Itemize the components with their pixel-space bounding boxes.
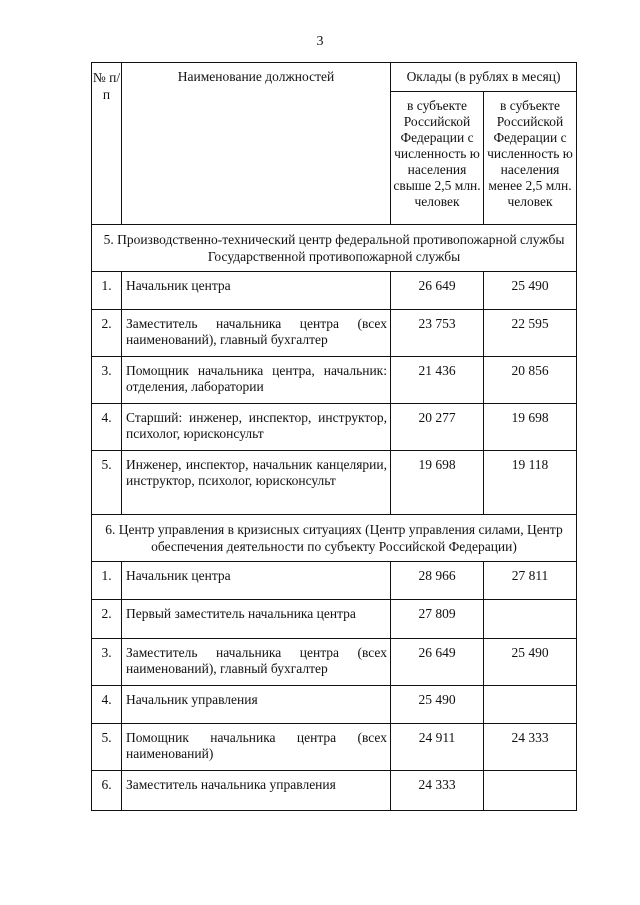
position-name: Инженер, инспектор, начальник канцелярии, инструктор, психолог, юрисконсульт [122, 451, 391, 515]
row-number: 5. [92, 451, 122, 515]
salary-under: 19 118 [484, 451, 577, 515]
section-row [92, 515, 577, 562]
row-number: 4. [92, 404, 122, 451]
table-row [92, 724, 577, 771]
row-number: 3. [92, 639, 122, 686]
row-number: 3. [92, 357, 122, 404]
section-row [92, 225, 577, 272]
position-name: Начальник центра [122, 562, 391, 600]
position-name: Помощник начальника центра (всех наименований) [122, 724, 391, 771]
salary-under [484, 600, 577, 639]
salary-over: 24 333 [391, 771, 484, 811]
section-title: 5. Производственно-технический центр федеральной противопожарной службы Государственной противопожарной службы [92, 225, 577, 272]
table-row [92, 771, 577, 811]
salary-table [91, 62, 577, 811]
salary-under: 24 333 [484, 724, 577, 771]
row-number: 1. [92, 272, 122, 310]
row-number: 5. [92, 724, 122, 771]
table-row [92, 310, 577, 357]
salary-over: 26 649 [391, 272, 484, 310]
position-name: Помощник начальника центра, начальник: отделения, лаборатории [122, 357, 391, 404]
salary-under: 25 490 [484, 272, 577, 310]
salary-under: 19 698 [484, 404, 577, 451]
salary-under: 25 490 [484, 639, 577, 686]
table-row [92, 639, 577, 686]
salary-over: 19 698 [391, 451, 484, 515]
salary-over: 20 277 [391, 404, 484, 451]
salary-over: 27 809 [391, 600, 484, 639]
table-row [92, 272, 577, 310]
row-number: 1. [92, 562, 122, 600]
position-name: Первый заместитель начальника центра [122, 600, 391, 639]
position-name: Заместитель начальника управления [122, 771, 391, 811]
salary-over: 25 490 [391, 686, 484, 724]
position-name: Начальник центра [122, 272, 391, 310]
row-number: 2. [92, 600, 122, 639]
row-number: 6. [92, 771, 122, 811]
table-row [92, 357, 577, 404]
salary-under: 20 856 [484, 357, 577, 404]
table-row [92, 451, 577, 515]
page-number: 3 [316, 34, 324, 49]
position-name: Начальник управления [122, 686, 391, 724]
row-number: 4. [92, 686, 122, 724]
position-name: Заместитель начальника центра (всех наименований), главный бухгалтер [122, 310, 391, 357]
salary-over: 21 436 [391, 357, 484, 404]
position-name: Заместитель начальника центра (всех наименований), главный бухгалтер [122, 639, 391, 686]
header-salary-over: в субъекте Российской Федерации с численность ю населения свыше 2,5 млн. человек [391, 92, 484, 225]
salary-over: 28 966 [391, 562, 484, 600]
table-row [92, 686, 577, 724]
salary-under [484, 686, 577, 724]
table-row [92, 600, 577, 639]
position-name: Старший: инженер, инспектор, инструктор, психолог, юрисконсульт [122, 404, 391, 451]
table-row [92, 562, 577, 600]
header-position-name: Наименование должностей [122, 63, 391, 225]
salary-under: 22 595 [484, 310, 577, 357]
table-row [92, 404, 577, 451]
section-title: 6. Центр управления в кризисных ситуациях (Центр управления силами, Центр обеспечения деятельности по субъекту Российской Федерации) [92, 515, 577, 562]
header-number: № п/п [92, 63, 122, 225]
salary-over: 26 649 [391, 639, 484, 686]
salary-over: 24 911 [391, 724, 484, 771]
salary-over: 23 753 [391, 310, 484, 357]
header-salary-under: в субъекте Российской Федерации с численность ю населения менее 2,5 млн. человек [484, 92, 577, 225]
header-salaries: Оклады (в рублях в месяц) [391, 63, 577, 92]
salary-under: 27 811 [484, 562, 577, 600]
row-number: 2. [92, 310, 122, 357]
salary-under [484, 771, 577, 811]
